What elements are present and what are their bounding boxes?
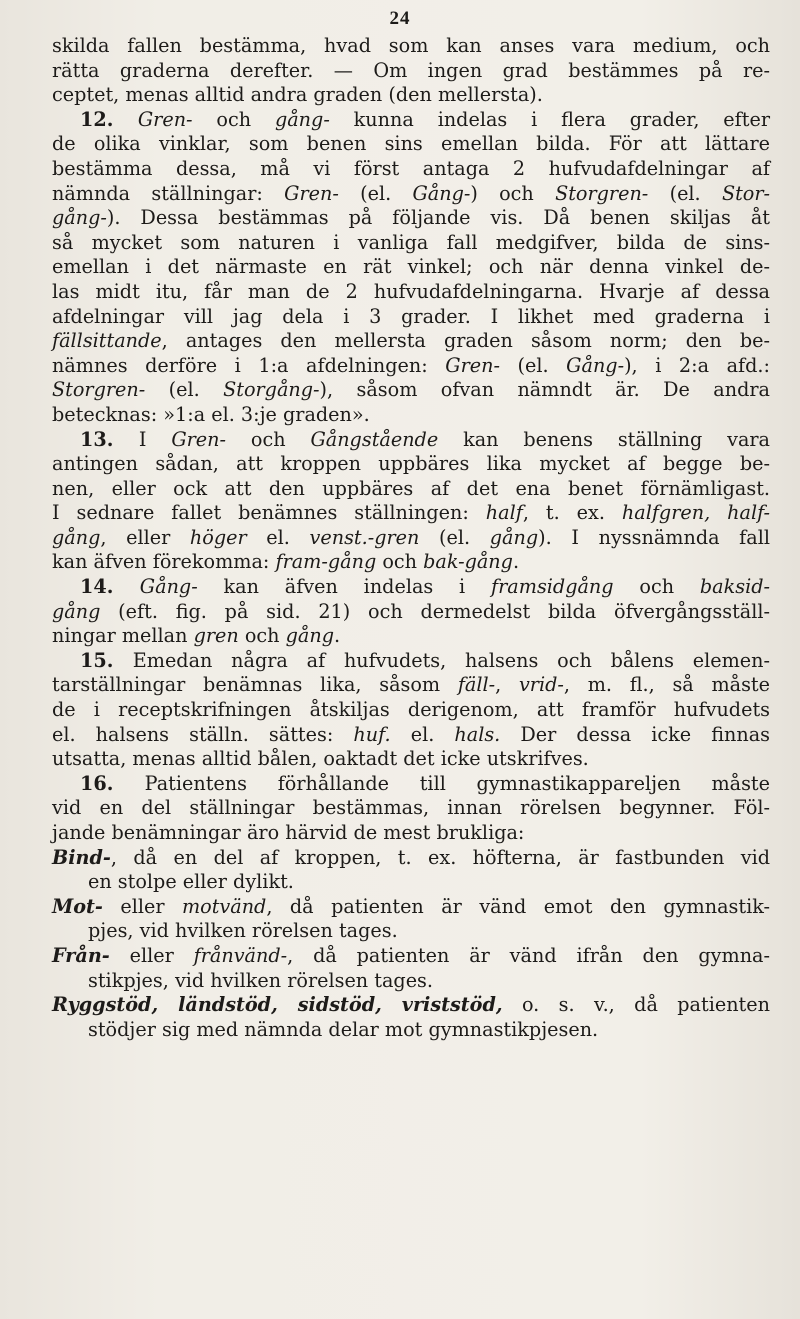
- text-segment: de i receptskrifningen åtskiljas derigenom, att framför hufvudets: [52, 698, 770, 722]
- text-line: [52, 796, 770, 821]
- text-segment: Ryggstöd, ländstöd, sidstöd, vriststöd,: [52, 993, 503, 1017]
- text-segment: pjes, vid hvilken rörelsen tages.: [88, 919, 398, 943]
- text-segment: ), såsom ofvan nämndt är. De andra: [319, 378, 770, 402]
- text-segment: Storgren-: [555, 181, 649, 205]
- text-line: [52, 649, 770, 674]
- text-segment: Från-: [52, 943, 110, 967]
- text-line: [52, 59, 770, 84]
- text-segment: tarställningar benämnas lika, såsom: [52, 673, 458, 697]
- text-line: [52, 108, 770, 133]
- text-line: [52, 895, 770, 920]
- text-segment: en stolpe eller dylikt.: [88, 870, 294, 894]
- text-line: [52, 821, 770, 846]
- text-line: [52, 747, 770, 772]
- text-line: [52, 477, 770, 502]
- text-segment: Patientens förhållande till gymnastikappareljen måste: [144, 771, 770, 795]
- text-segment: gång: [285, 624, 334, 648]
- text-segment: kan benens ställning vara: [438, 427, 770, 451]
- text-segment: gren: [193, 624, 239, 648]
- text-segment: Storgren-: [52, 378, 146, 402]
- text-segment: stikpjes, vid hvilken rörelsen tages.: [88, 968, 434, 992]
- text-segment: ) och: [470, 181, 556, 205]
- text-segment: vrid-: [518, 673, 564, 697]
- text-segment: framsidgång: [491, 575, 614, 599]
- text-line: [52, 329, 770, 354]
- text-segment: , antages den mellersta graden såsom norm; den be-: [161, 329, 770, 353]
- text-segment: eller: [109, 943, 194, 967]
- text-line: [52, 501, 770, 526]
- text-segment: (el.: [648, 181, 722, 205]
- text-segment: bak-gång: [423, 550, 513, 574]
- text-segment: gång: [52, 599, 101, 623]
- text-segment: eller: [102, 894, 182, 918]
- text-segment: ceptet, menas alltid andra graden (den mellersta).: [52, 83, 543, 107]
- text-segment: baksid-: [699, 575, 770, 599]
- text-segment: el. halsens ställn. sättes:: [52, 722, 354, 746]
- text-segment: de olika vinklar, som benen sins emellan bilda. För att lättare: [52, 132, 770, 156]
- text-segment: , då en del af kroppen, t. ex. höfterna, är fastbunden vid: [110, 845, 770, 869]
- text-segment: hals.: [454, 722, 501, 746]
- text-segment: och: [376, 550, 424, 574]
- text-line: [52, 1018, 770, 1043]
- text-line: [52, 132, 770, 157]
- text-segment: Gångstående: [310, 427, 439, 451]
- body-text: [52, 34, 770, 1042]
- text-segment: Bind-: [52, 845, 111, 869]
- text-segment: (eft. fig. på sid. 21) och dermedelst bilda öfvergångsställ-: [100, 599, 770, 623]
- text-line: [52, 698, 770, 723]
- text-segment: Der dessa icke finnas: [500, 722, 770, 746]
- text-segment: (el.: [499, 353, 567, 377]
- text-segment: rätta graderna derefter. — Om ingen grad bestämmes på re-: [52, 58, 770, 82]
- text-segment: half: [485, 501, 523, 525]
- text-segment: , eller: [100, 525, 190, 549]
- text-segment: kan äfven förekomma:: [52, 550, 276, 574]
- text-segment: gång: [52, 525, 101, 549]
- text-segment: antingen sådan, att kroppen uppbäres lika mycket af begge be-: [52, 452, 770, 476]
- text-segment: I sednare fallet benämnes ställningen:: [52, 501, 486, 525]
- text-segment: 13.: [80, 427, 139, 451]
- text-segment: nämnda ställningar:: [52, 181, 285, 205]
- text-segment: I: [138, 427, 172, 451]
- text-segment: nämnes derföre i 1:a afdelningen:: [52, 353, 446, 377]
- text-segment: och: [613, 575, 700, 599]
- text-segment: huf.: [353, 722, 391, 746]
- text-segment: så mycket som naturen i vanliga fall medgifver, bilda de sins-: [52, 230, 770, 254]
- text-line: [52, 600, 770, 625]
- text-line: [52, 157, 770, 182]
- text-line: [52, 969, 770, 994]
- text-segment: frånvänd-: [193, 943, 288, 967]
- text-line: [52, 993, 770, 1018]
- text-segment: .: [333, 624, 341, 648]
- text-segment: (el.: [419, 525, 490, 549]
- text-segment: Mot-: [52, 894, 103, 918]
- text-segment: .: [512, 550, 520, 574]
- text-line: [52, 34, 770, 59]
- text-segment: utsatta, menas alltid bålen, oaktadt det icke utskrifves.: [52, 747, 589, 771]
- text-line: [52, 723, 770, 748]
- text-segment: gång: [489, 525, 539, 549]
- text-segment: 12.: [80, 107, 138, 131]
- text-segment: bestämma dessa, må vi först antaga 2 hufvudafdelningar af: [52, 156, 770, 180]
- text-line: [52, 403, 770, 428]
- text-segment: fäll-: [457, 673, 496, 697]
- text-line: [52, 944, 770, 969]
- text-segment: Gren-: [445, 353, 500, 377]
- text-line: [52, 624, 770, 649]
- text-segment: o. s. v., då patienten: [502, 993, 770, 1017]
- text-segment: (el.: [145, 378, 224, 402]
- text-segment: ), i 2:a afd.:: [624, 353, 770, 377]
- text-segment: betecknas: »1:a el. 3:je graden».: [52, 402, 370, 426]
- text-line: [52, 452, 770, 477]
- text-line: [52, 280, 770, 305]
- text-line: [52, 772, 770, 797]
- text-segment: , då patienten är vänd emot den gymnastik-: [266, 894, 770, 918]
- text-segment: afdelningar vill jag dela i 3 grader. I likhet med graderna i: [52, 304, 770, 328]
- text-segment: stödjer sig med nämnda delar mot gymnastikpjesen.: [88, 1017, 599, 1041]
- text-line: [52, 575, 770, 600]
- text-segment: , då patienten är vänd ifrån den gymna-: [287, 943, 770, 967]
- text-line: [52, 182, 770, 207]
- text-segment: vid en del ställningar bestämmas, innan rörelsen begynner. Föl-: [52, 796, 770, 820]
- text-line: [52, 870, 770, 895]
- page-number: 24: [389, 8, 411, 29]
- text-segment: halfgren, half-: [621, 501, 770, 525]
- text-line: [52, 846, 770, 871]
- text-segment: höger: [189, 525, 247, 549]
- text-line: [52, 919, 770, 944]
- text-segment: kan äfven indelas i: [197, 575, 492, 599]
- text-segment: , m. fl., så måste: [563, 673, 771, 697]
- text-segment: motvänd: [181, 894, 267, 918]
- text-line: [52, 305, 770, 330]
- text-line: [52, 550, 770, 575]
- text-segment: fram-gång: [275, 550, 377, 574]
- text-line: [52, 354, 770, 379]
- text-segment: ). Dessa bestämmas på följande vis. Då benen skiljas åt: [106, 206, 770, 230]
- text-segment: gång-: [274, 107, 330, 131]
- text-segment: kunna indelas i flera grader, efter: [329, 107, 771, 131]
- text-segment: ,: [495, 673, 519, 697]
- text-segment: Gång-: [412, 181, 471, 205]
- text-segment: Storgång-: [223, 378, 320, 402]
- text-segment: Emedan några af hufvudets, halsens och bålens elemen-: [132, 648, 771, 672]
- text-segment: nen, eller ock att den uppbäres af det ena benet förnämligast.: [52, 476, 770, 500]
- text-segment: och: [238, 624, 286, 648]
- text-segment: 14.: [80, 575, 140, 599]
- text-segment: och: [192, 107, 275, 131]
- text-line: [52, 83, 770, 108]
- text-segment: Stor-: [721, 181, 770, 205]
- text-segment: Gren-: [284, 181, 339, 205]
- text-segment: Gren-: [137, 107, 193, 131]
- text-segment: ). I nyssnämnda fall: [538, 525, 770, 549]
- text-segment: el.: [390, 722, 455, 746]
- text-segment: ningar mellan: [52, 624, 194, 648]
- text-segment: Gång-: [139, 575, 198, 599]
- text-segment: och: [226, 427, 311, 451]
- text-segment: 15.: [80, 648, 133, 672]
- text-segment: skilda fallen bestämma, hvad som kan anses vara medium, och: [52, 34, 770, 57]
- text-segment: Gång-: [566, 353, 625, 377]
- text-segment: jande benämningar äro härvid de mest brukliga:: [52, 821, 525, 844]
- text-segment: , t. ex.: [522, 501, 622, 525]
- text-line: [52, 428, 770, 453]
- text-line: [52, 206, 770, 231]
- text-segment: fällsittande: [52, 329, 162, 353]
- text-segment: gång-: [52, 206, 107, 230]
- text-line: [52, 673, 770, 698]
- text-segment: el.: [246, 525, 310, 549]
- text-segment: las midt itu, får man de 2 hufvudafdelningarna. Hvarje af dessa: [52, 279, 770, 303]
- text-line: [52, 255, 770, 280]
- text-segment: venst.-gren: [309, 525, 420, 549]
- text-line: [52, 231, 770, 256]
- text-line: [52, 526, 770, 551]
- text-line: [52, 378, 770, 403]
- text-segment: emellan i det närmaste en rät vinkel; och när denna vinkel de-: [52, 255, 770, 279]
- text-segment: (el.: [338, 181, 413, 205]
- text-segment: 16.: [80, 771, 145, 795]
- text-segment: Gren-: [171, 427, 227, 451]
